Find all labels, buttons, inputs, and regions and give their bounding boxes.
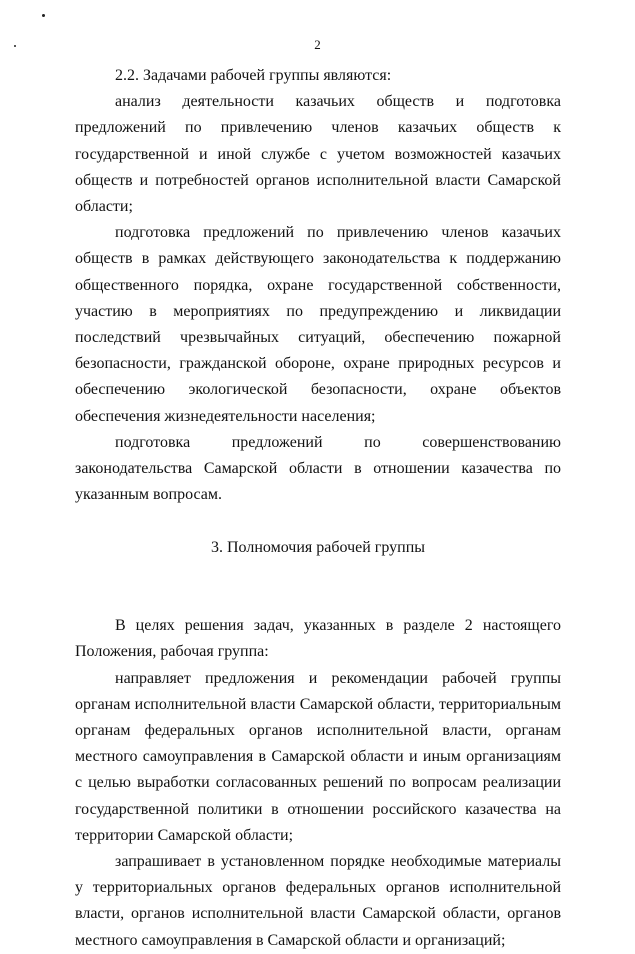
paragraph-power-requests: запрашивает в установленном порядке необходимые материалы у территориальных органов федеральных органов исполнительной власти, органов исполнительной власти Самарской области, органов местного самоуправления в Самарской области и организаций; [75, 853, 561, 949]
document-body [75, 63, 561, 954]
page-number: 2 [314, 37, 321, 52]
blank-line [75, 587, 561, 613]
scan-speck [42, 14, 45, 17]
paragraph-powers-intro: В целях решения задач, указанных в разделе 2 настоящего Положения, рабочая группа: [75, 617, 561, 661]
paragraph-task-analysis: анализ деятельности казачьих обществ и подготовка предложений по привлечению членов казачьих обществ к государственной и иной службе с учетом возможностей казачьих обществ и потребностей органов исполнительной власти Самарской области; [75, 93, 561, 216]
blank-line [75, 561, 561, 587]
paragraph-task-legislation: подготовка предложений по совершенствованию законодательства Самарской области в отношении казачества по указанным вопросам. [75, 433, 561, 504]
blank-line [75, 508, 561, 534]
paragraph-power-recommendations: направляет предложения и рекомендации рабочей группы органам исполнительной власти Самарской области, территориальным органам федеральных органов исполнительной власти, органам местного самоуправления в Самарской области и иным организациям с целью выработки согласованных решений по вопросам реализации государственной политики в отношении российского казачества на территории Самарской области; [75, 669, 561, 844]
section-heading: 3. Полномочия рабочей группы [210, 538, 426, 556]
paragraph-task-involvement: подготовка предложений по привлечению членов казачьих обществ в рамках действующего законодательства к поддержанию общественного порядка, охране государственной собственности, участию в мероприятиях по предупреждению и ликвидации последствий чрезвычайных ситуаций, обеспечению пожарной безопасности, гражданской обороне, охране природных ресурсов и обеспечению экологической безопасности, охране объектов обеспечения жизнедеятельности населения; [75, 224, 561, 425]
paragraph-tasks-intro: 2.2. Задачами рабочей группы являются: [115, 67, 392, 84]
